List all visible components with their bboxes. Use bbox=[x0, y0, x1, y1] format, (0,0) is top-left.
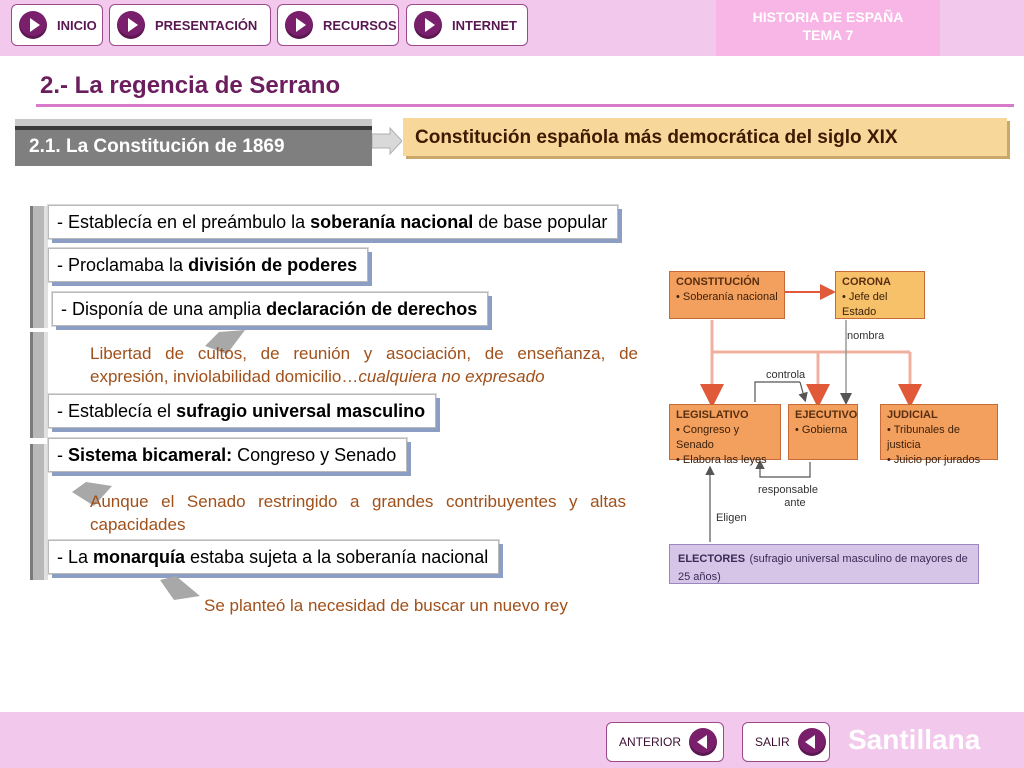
play-arrow-icon bbox=[19, 11, 47, 39]
bullet-text: - Disponía de una amplia bbox=[61, 299, 267, 319]
diagram-label-eligen: Eligen bbox=[716, 512, 747, 524]
nav-internet-label: INTERNET bbox=[452, 17, 517, 33]
play-arrow-icon bbox=[117, 11, 145, 39]
bullet-monarquia bbox=[48, 540, 499, 574]
diagram-electores-title: ELECTORES bbox=[678, 553, 746, 565]
connector-arrow-icon bbox=[372, 126, 402, 156]
bullet-text: - Establecía en el preámbulo la bbox=[57, 212, 311, 232]
nav-inicio-label: INICIO bbox=[57, 17, 97, 33]
diagram-judicial-box bbox=[880, 404, 998, 466]
nav-inicio-button[interactable] bbox=[11, 4, 103, 46]
diagram-corona-title: CORONA bbox=[842, 276, 891, 288]
note-senado: Aunque el Senado restringido a grandes contribuyentes y altas capacidades bbox=[90, 492, 626, 534]
diagram-judicial-title: JUDICIAL bbox=[887, 409, 938, 421]
headline-banner: Constitución española más democrática del siglo XIX bbox=[403, 118, 1007, 156]
nav-presentacion-label: PRESENTACIÓN bbox=[155, 17, 258, 33]
bullet-text: - La bbox=[57, 547, 94, 567]
diagram-label-nombra: nombra bbox=[847, 330, 885, 342]
bullet-bold: división de poderes bbox=[188, 255, 358, 275]
back-arrow-icon bbox=[689, 728, 717, 756]
play-arrow-icon bbox=[285, 11, 313, 39]
bullet-text: - Establecía el bbox=[57, 401, 177, 421]
diagram-constitucion-box bbox=[669, 271, 785, 319]
diagram-legislativo-box bbox=[669, 404, 781, 466]
bracket-top bbox=[30, 206, 44, 328]
salir-label: SALIR bbox=[755, 735, 790, 749]
diagram-electores-box bbox=[669, 544, 979, 584]
nav-recursos-label: RECURSOS bbox=[323, 17, 397, 33]
diagram-label-responsable bbox=[758, 484, 818, 510]
bullet-bold: sufragio universal masculino bbox=[176, 401, 426, 421]
course-title: HISTORIA DE ESPAÑA bbox=[752, 9, 904, 25]
diagram-electores-text: (sufragio universal masculino de mayores de 25 años) bbox=[678, 553, 968, 583]
course-header bbox=[716, 0, 940, 56]
bracket-bottom bbox=[30, 444, 44, 580]
diagram-judicial-item: • Juicio por jurados bbox=[887, 454, 981, 466]
diagram-constitucion-title: CONSTITUCIÓN bbox=[676, 276, 760, 288]
diagram-constitucion-item: • Soberanía nacional bbox=[676, 291, 778, 303]
nav-recursos-button[interactable] bbox=[277, 4, 399, 46]
diagram-legislativo-item: • Elabora las leyes bbox=[676, 454, 767, 466]
course-topic: TEMA 7 bbox=[802, 27, 854, 43]
bullet-soberania bbox=[48, 205, 618, 239]
bullet-text: estaba sujeta a la soberanía nacional bbox=[185, 547, 489, 567]
diagram-label-ante-line: ante bbox=[784, 497, 806, 509]
note-derechos bbox=[90, 342, 638, 388]
nav-presentacion-button[interactable] bbox=[109, 4, 271, 46]
bullet-bicameral bbox=[48, 438, 407, 472]
back-arrow-icon bbox=[798, 728, 826, 756]
diagram-ejecutivo-item: • Gobierna bbox=[795, 424, 848, 436]
diagram-label-responsable-line: responsable bbox=[758, 484, 818, 496]
diagram-corona-item: • Jefe del Estado bbox=[842, 291, 888, 318]
note-derechos-text: Libertad de cultos, de reunión y asociación, de enseñanza, de expresión, inviolabilidad domicilio… bbox=[90, 344, 638, 386]
play-arrow-icon bbox=[414, 11, 442, 39]
bullet-text: - Proclamaba la bbox=[57, 255, 189, 275]
title-divider bbox=[36, 104, 1014, 107]
anterior-button[interactable] bbox=[606, 722, 724, 762]
diagram-legislativo-title: LEGISLATIVO bbox=[676, 409, 749, 421]
bullet-bold: Sistema bicameral: bbox=[68, 445, 233, 465]
bullet-text: de base popular bbox=[473, 212, 608, 232]
bullet-derechos bbox=[52, 292, 488, 326]
diagram-corona-box bbox=[835, 271, 925, 319]
bullet-text: - bbox=[57, 445, 68, 465]
note-derechos-italic: cualquiera no expresado bbox=[358, 367, 545, 386]
nav-internet-button[interactable] bbox=[406, 4, 528, 46]
diagram-judicial-item: • Tribunales de justicia bbox=[887, 424, 960, 451]
subsection-title: 2.1. La Constitución de 1869 bbox=[15, 126, 372, 166]
diagram-ejecutivo-title: EJECUTIVO bbox=[795, 409, 858, 421]
anterior-label: ANTERIOR bbox=[619, 735, 682, 749]
bullet-bold: declaración de derechos bbox=[266, 299, 478, 319]
note-monarquia: Se planteó la necesidad de buscar un nuevo rey bbox=[204, 596, 568, 615]
section-title: 2.- La regencia de Serrano bbox=[40, 72, 341, 99]
bullet-sufragio bbox=[48, 394, 436, 428]
bullet-bold: monarquía bbox=[93, 547, 186, 567]
bullet-bold: soberanía nacional bbox=[310, 212, 474, 232]
salir-button[interactable] bbox=[742, 722, 830, 762]
bracket-middle bbox=[30, 332, 44, 438]
bullet-text: Congreso y Senado bbox=[232, 445, 397, 465]
diagram-label-controla: controla bbox=[766, 369, 806, 381]
bullet-division-poderes bbox=[48, 248, 368, 282]
diagram-legislativo-item: • Congreso y Senado bbox=[676, 424, 740, 451]
pointer-arrow-icon bbox=[160, 574, 200, 600]
diagram-ejecutivo-box bbox=[788, 404, 858, 460]
publisher-logo: Santillana bbox=[848, 724, 981, 755]
